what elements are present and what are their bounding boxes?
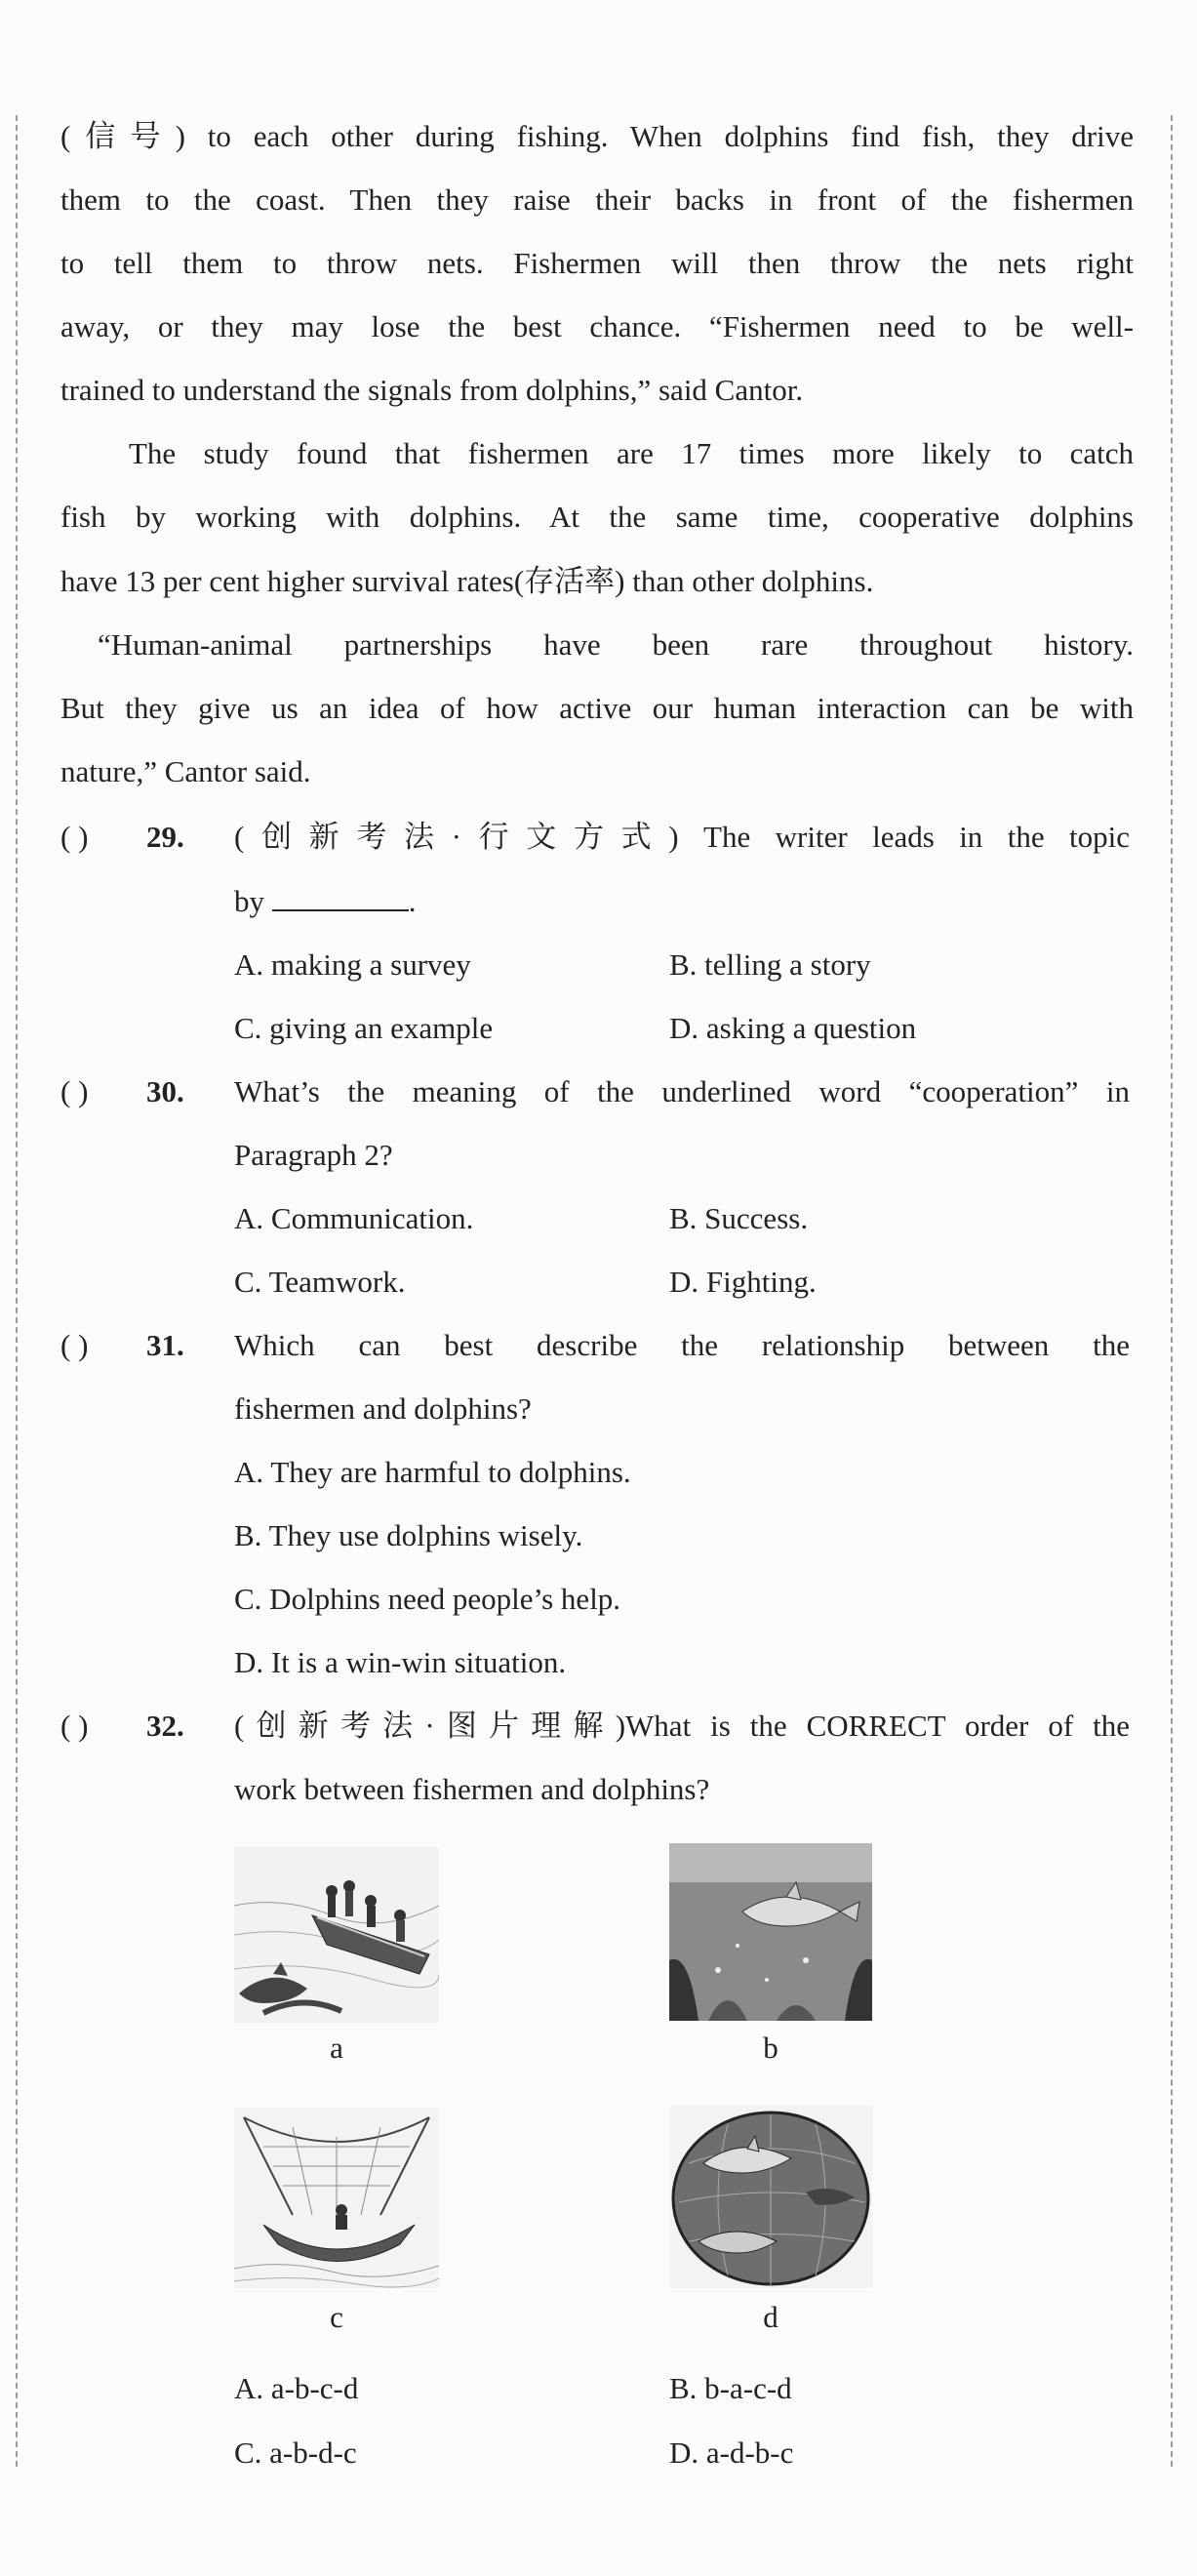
option-b[interactable]: B. Success. xyxy=(669,1201,809,1235)
answer-bracket[interactable]: ( ) xyxy=(60,1328,89,1362)
option-c[interactable]: C. Teamwork. xyxy=(234,1265,406,1299)
passage-line: away, or they may lose the best chance. “Fishermen need to be well- xyxy=(60,309,1134,343)
passage-line: “Human-animal partnerships have been rare throughout history. xyxy=(98,627,1134,662)
option-a[interactable]: A. a-b-c-d xyxy=(234,2371,359,2405)
option-d[interactable]: D. Fighting. xyxy=(669,1265,817,1299)
picture-b-dolphin-underwater xyxy=(669,1843,872,2021)
right-binding-line xyxy=(1171,115,1173,2467)
picture-caption: b xyxy=(763,2031,778,2065)
question-text-cont: Paragraph 2? xyxy=(234,1138,393,1172)
option-b[interactable]: B. b-a-c-d xyxy=(669,2371,792,2405)
question-text: (创新考法·行文方式) The writer leads in the topic xyxy=(234,820,1130,854)
option-a[interactable]: A. making a survey xyxy=(234,947,471,982)
passage-line: to tell them to throw nets. Fishermen will then throw the nets right xyxy=(60,246,1134,280)
option-d[interactable]: D. asking a question xyxy=(669,1011,917,1045)
option-c[interactable]: C. a-b-d-c xyxy=(234,2435,357,2470)
picture-d-dolphins-in-net xyxy=(669,2105,872,2288)
passage-line: (信号) to each other during fishing. When dolphins find fish, they drive xyxy=(60,119,1134,153)
question-text: What’s the meaning of the underlined word “cooperation” in xyxy=(234,1074,1130,1108)
picture-c-fishing-net xyxy=(234,2108,439,2288)
answer-bracket[interactable]: ( ) xyxy=(60,1074,89,1108)
option-b[interactable]: B. They use dolphins wisely. xyxy=(234,1518,583,1552)
passage-line: The study found that fishermen are 17 times more likely to catch xyxy=(129,436,1134,470)
question-text: Which can best describe the relationship between the xyxy=(234,1328,1130,1362)
question-number: 29. xyxy=(146,820,184,854)
picture-caption: d xyxy=(763,2300,778,2334)
option-a[interactable]: A. They are harmful to dolphins. xyxy=(234,1455,631,1489)
picture-a-fishermen-boat xyxy=(234,1847,439,2023)
passage-line: them to the coast. Then they raise their backs in front of the fishermen xyxy=(60,182,1134,217)
answer-blank[interactable] xyxy=(272,884,409,911)
question-text-cont: work between fishermen and dolphins? xyxy=(234,1772,710,1806)
picture-caption: a xyxy=(330,2031,343,2065)
question-text-by: by xyxy=(234,884,264,918)
option-c[interactable]: C. giving an example xyxy=(234,1011,494,1045)
question-number: 32. xyxy=(146,1709,184,1743)
question-number: 30. xyxy=(146,1074,184,1108)
question-text-period: . xyxy=(408,884,417,918)
option-b[interactable]: B. telling a story xyxy=(669,947,871,982)
question-text-cont xyxy=(234,882,1130,921)
passage-line: But they give us an idea of how active our human interaction can be with xyxy=(60,691,1134,725)
passage-line: fish by working with dolphins. At the same time, cooperative dolphins xyxy=(60,500,1134,534)
question-number: 31. xyxy=(146,1328,184,1362)
question-text: (创新考法·图片理解)What is the CORRECT order of the xyxy=(234,1709,1130,1743)
answer-bracket[interactable]: ( ) xyxy=(60,1709,89,1743)
option-d[interactable]: D. It is a win-win situation. xyxy=(234,1645,567,1679)
answer-bracket[interactable]: ( ) xyxy=(60,820,89,854)
option-a[interactable]: A. Communication. xyxy=(234,1201,474,1235)
picture-caption: c xyxy=(330,2300,343,2334)
passage-line: trained to understand the signals from dolphins,” said Cantor. xyxy=(60,373,804,407)
option-d[interactable]: D. a-d-b-c xyxy=(669,2435,794,2470)
passage-line: have 13 per cent higher survival rates(存活率) than other dolphins. xyxy=(60,564,874,598)
left-binding-line xyxy=(16,115,18,2467)
option-c[interactable]: C. Dolphins need people’s help. xyxy=(234,1582,621,1616)
question-text-cont: fishermen and dolphins? xyxy=(234,1391,532,1426)
passage-line: nature,” Cantor said. xyxy=(60,754,311,788)
